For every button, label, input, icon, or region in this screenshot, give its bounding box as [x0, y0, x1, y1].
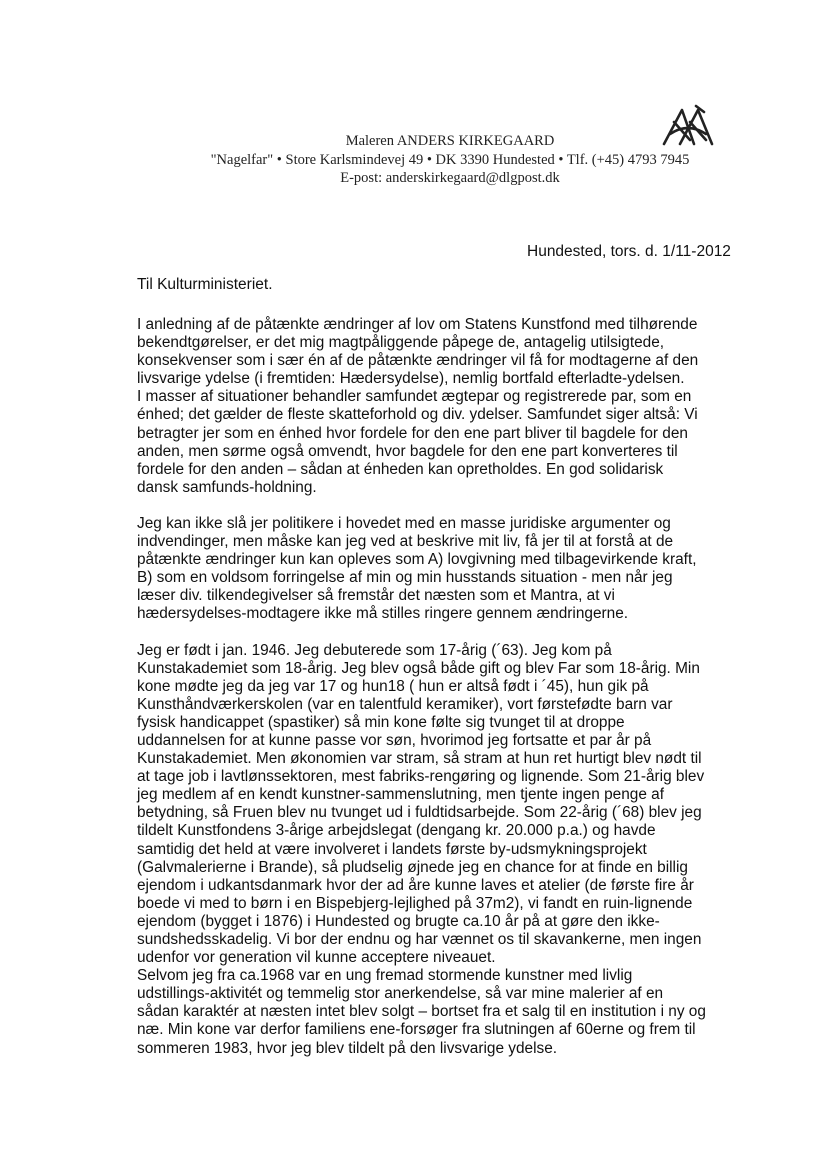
paragraph-3	[137, 642, 737, 1058]
paragraph-2	[137, 515, 737, 624]
text-line: indvendinger, men måske kan jeg ved at beskrive mit liv, få jer til at forstå at de	[137, 533, 674, 551]
text-line: at tage job i lavtlønssektoren, mest fabriks-rengøring og lignende. Som 21-årig blev	[137, 768, 705, 786]
text-line: sommeren 1983, hvor jeg blev tildelt på den livsvarige ydelse.	[137, 1039, 558, 1057]
text-line: Kunsthåndværkerskolen (var en talentfuld keramiker), vort førstefødte barn var	[137, 695, 673, 713]
text-line: uddannelsen for at kunne passe vor søn, hvorimod jeg fortsatte et par år på	[137, 731, 652, 749]
letterhead	[170, 132, 730, 188]
letter-greeting: Til Kulturministeriet.	[137, 276, 273, 293]
text-line: I anledning af de påtænkte ændringer af lov om Statens Kunstfond med tilhørende	[137, 316, 698, 333]
text-line: Jeg er født i jan. 1946. Jeg debuterede som 17-årig (´63). Jeg kom på	[137, 641, 612, 659]
text-line: tildelt Kunstfondens 3-årige arbejdslegat (dengang kr. 20.000 p.a.) og havde	[137, 822, 656, 840]
letter-body	[137, 316, 737, 1076]
letterhead-name: Maleren ANDERS KIRKEGAARD	[345, 133, 555, 149]
text-line: dansk samfunds-holdning.	[137, 478, 317, 496]
text-line: B) som en voldsom forringelse af min og min husstands situation - men når jeg	[137, 569, 673, 587]
text-line: boede vi med to børn i en Bispebjerg-lejlighed på 37m2), vi fandt en ruin-lignende	[137, 894, 693, 912]
text-line: udenfor vor generation vil kunne acceptere niveauet.	[137, 949, 496, 967]
text-line: påtænkte ændringer kun kan opleves som A) lovgivning med tilbagevirkende kraft,	[137, 551, 697, 569]
text-line: næ. Min kone var derfor familiens ene-forsøger fra slutningen af 60erne og frem til	[137, 1021, 696, 1039]
text-line: sundshedsskadelig. Vi bor der endnu og har vænnet os til skavankerne, men ingen	[137, 931, 702, 948]
text-line: Jeg kan ikke slå jer politikere i hovedet med en masse juridiske argumenter og	[137, 514, 671, 532]
letter-date: Hundested, tors. d. 1/11-2012	[527, 243, 731, 260]
text-line: Kunstakademiet som 18-årig. Jeg blev også både gift og blev Far som 18-årig. Min	[137, 659, 700, 677]
text-line: sådan karaktér at næsten intet blev solgt – bortset fra et salg til en institution i ny og	[137, 1003, 706, 1021]
text-line: énhed; det gælder de fleste skatteforhold og div. ydelser. Samfundet siger altså: Vi	[137, 406, 698, 424]
text-line: fysisk handicappet (spastiker) så min kone følte sig tvunget til at droppe	[137, 713, 625, 731]
letterhead-address: "Nagelfar" • Store Karlsmindevej 49 • DK 3390 Hundested • Tlf. (+45) 4793 7945	[210, 151, 690, 168]
text-line: konsekvenser som i sær én af de påtænkte ændringer vil få for modtagerne af den	[137, 352, 699, 370]
text-line: hædersydelses-modtagere ikke må stilles ringere gennem ændringerne.	[137, 605, 629, 623]
text-line: jeg medlem af en kendt kunstner-sammenslutning, men tjente ingen penge af	[137, 786, 665, 804]
text-line: betragter jer som en énhed hvor fordele for den ene part bliver til bagdele for den	[137, 424, 688, 442]
text-line: fordele for den anden – sådan at énheden kan opretholdes. En god solidarisk	[137, 460, 664, 478]
paragraph-1	[137, 316, 737, 497]
text-line: ejendom (bygget i 1876) i Hundested og brugte ca.10 år på at gøre den ikke-	[137, 912, 660, 930]
text-line: (Galvmalerierne i Brande), så pludselig øjnede jeg en chance for at finde en billig	[137, 858, 688, 876]
text-line: Kunstakademiet. Men økonomien var stram, så stram at hun ret hurtigt blev nødt til	[137, 750, 702, 768]
text-line: Selvom jeg fra ca.1968 var en ung fremad stormende kunstner med livlig	[137, 967, 633, 985]
text-line: bekendtgørelser, er det mig magtpåliggende påpege de, antagelig utilsigtede,	[137, 334, 665, 352]
letterhead-email: E-post: anderskirkegaard@dlgpost.dk	[340, 170, 560, 186]
text-line: ejendom i udkantsdanmark hvor der ad åre kunne laves et atelier (de første fire år	[137, 876, 694, 894]
text-line: samtidig det held at være involveret i landets første by-udsmykningsprojekt	[137, 840, 647, 858]
text-line: udstillings-aktivitét og temmelig stor anerkendelse, så var mine malerier af en	[137, 985, 664, 1003]
text-line: læser div. tilkendegivelser så fremstår det næsten som et Mantra, at vi	[137, 587, 615, 605]
text-line: livsvarige ydelse (i fremtiden: Hædersydelse), nemlig bortfald efterladte-ydelsen.	[137, 370, 685, 388]
text-line: kone mødte jeg da jeg var 17 og hun18 ( hun er altså født i ´45), hun gik på	[137, 677, 649, 695]
text-line: anden, men sørme også omvendt, hvor bagdele for den ene part konverteres til	[137, 442, 678, 460]
text-line: I masser af situationer behandler samfundet ægtepar og registrerede par, som en	[137, 388, 692, 406]
text-line: betydning, så Fruen blev nu tvunget ud i fuldtidsarbejde. Som 22-årig (´68) blev jeg	[137, 804, 702, 822]
